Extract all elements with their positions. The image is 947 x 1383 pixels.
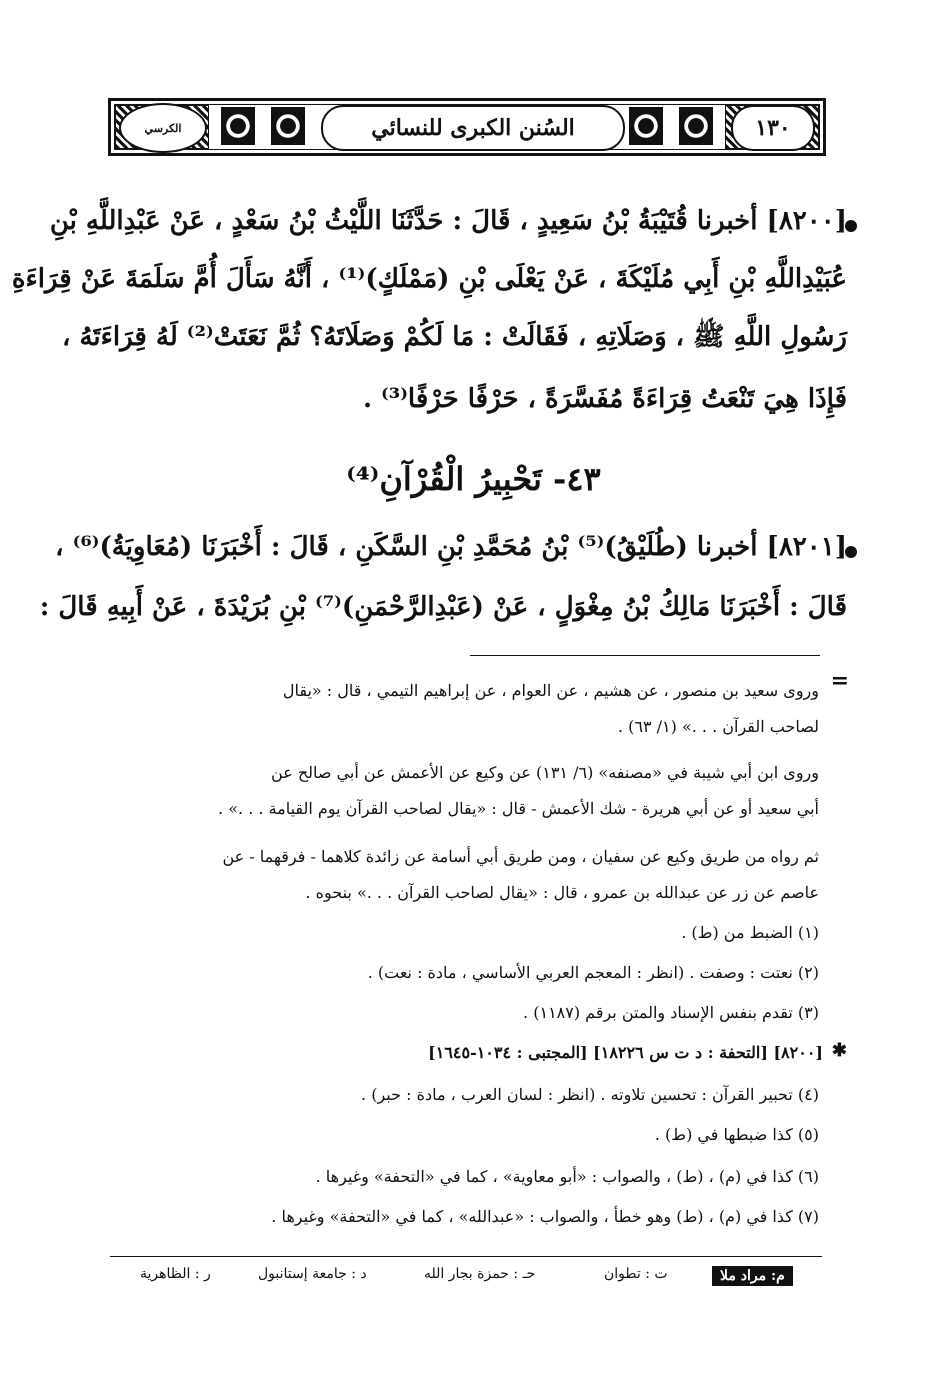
footnote-separator [470,655,820,656]
hadith-8201-line: [٨٢٠١] أخبرنا (طُلَيْقُ)⁽⁵⁾ بْنُ مُحَمَّدِ بْنِ السَّكَنِ ، قَالَ : أَخْبَرَنَا (مُعَاوِيَةُ)⁽⁶⁾ ، [55,532,847,562]
publisher-seal: الكرسي [119,103,207,153]
book-title: السُنن الكبرى للنسائي [321,105,625,151]
footnote-7: (٧) كذا في (م) ، (ط) وهو خطأ ، والصواب : «عبدالله» ، كما في «التحفة» وغيرها . [271,1207,819,1226]
footnote-2: (٢) نعتت : وصفت . (انظر : المعجم العربي الأساسي ، مادة : نعت) . [367,963,819,982]
knot-ornament-icon [679,107,713,145]
footnote-6: (٦) كذا في (م) ، (ط) ، والصواب : «أبو معاوية» ، كما في «التحفة» وغيرها . [315,1167,819,1186]
manuscript-key-d: د : جامعة إستانبول [258,1266,367,1282]
manuscript-key-m: م: مراد ملا [712,1266,793,1286]
hadith-8200-line: فَإِذَا هِيَ تَنْعَتُ قِرَاءَةً مُفَسَّرَةً ، حَرْفًا حَرْفًا⁽³⁾ . [362,384,847,414]
footnote-line: ثم رواه من طريق وكيع عن سفيان ، ومن طريق أبي أسامة عن زائدة كلاهما - فرقهما - عن [222,847,819,866]
page-number: ١٣٠ [731,105,815,151]
knot-ornament-icon [629,107,663,145]
footnote-4: (٤) تحبير القرآن : تحسين تلاوته . (انظر : لسان العرب ، مادة : حبر) . [361,1085,819,1104]
tuhfa-reference: [٨٢٠٠] [التحفة : د ت س ١٨٢٢٦] [المجتبى : ١٠٣٤-١٦٤٥] [428,1043,823,1062]
hadith-8200-line: رَسُولِ اللَّهِ ﷺ ، وَصَلَاتِهِ ، فَقَالَتْ : مَا لَكُمْ وَصَلَاتَهُ؟ ثُمَّ نَعَتَتْ⁽²⁾ لَهُ قِرَاءَتَهُ ، [62,322,847,352]
hadith-8200-line: عُبَيْدِاللَّهِ بْنِ أَبِي مُلَيْكَةَ ، عَنْ يَعْلَى بْنِ (مَمْلَكٍ)⁽¹⁾ ، أَنَّهُ سَأَلَ أُمَّ سَلَمَةَ عَنْ قِرَاءَةِ [11,264,847,294]
footnote-line: وروى ابن أبي شيبة في «مصنفه» (٦/ ١٣١) عن وكيع عن الأعمش عن أبي صالح عن [271,763,819,782]
page-header-ornament [108,98,826,156]
footnote-1: (١) الضبط من (ط) . [681,923,819,942]
footnote-3: (٣) تقدم بنفس الإسناد والمتن برقم (١١٨٧) . [523,1003,819,1022]
footnote-line: عاصم عن زر عن عبدالله بن عمرو ، قال : «يقال لصاحب القرآن . . .» بنحوه . [305,883,819,902]
footer-rule [110,1256,822,1257]
knot-ornament-icon [221,107,255,145]
footnote-line: وروى سعيد بن منصور ، عن هشيم ، عن العوام ، عن إبراهيم التيمي ، قال : «يقال [282,681,819,700]
section-title: ٤٣- تَحْبِيرُ الْقُرْآنِ⁽⁴⁾ [346,460,601,498]
hadith-8200-line: [٨٢٠٠] أخبرنا قُتَيْبَةُ بْنُ سَعِيدٍ ، قَالَ : حَدَّثَنَا اللَّيْثُ بْنُ سَعْدٍ ، عَنْ عَبْدِاللَّهِ بْنِ [49,206,847,236]
hadith-8201-line: قَالَ : أَخْبَرَنَا مَالِكُ بْنُ مِغْوَلٍ ، عَنْ (عَبْدِالرَّحْمَنِ)⁽⁷⁾ بْنِ بُرَيْدَةَ ، عَنْ أَبِيهِ قَالَ : [39,592,847,622]
footnote-line: لصاحب القرآن . . .» (١/ ٦٣) . [617,717,819,736]
knot-ornament-icon [271,107,305,145]
footnote-5: (٥) كذا ضبطها في (ط) . [654,1125,819,1144]
manuscript-key-h: حـ : حمزة بجار الله [424,1266,536,1282]
continued-marker: = [830,668,849,694]
manuscript-key-t: ت : تطوان [604,1266,668,1282]
footnote-line: أبي سعيد أو عن أبي هريرة - شك الأعمش - قال : «يقال لصاحب القرآن يوم القيامة . . .» . [218,799,819,818]
star-icon: ✱ [831,1040,847,1061]
manuscript-key-r: ر : الظاهرية [140,1266,211,1282]
